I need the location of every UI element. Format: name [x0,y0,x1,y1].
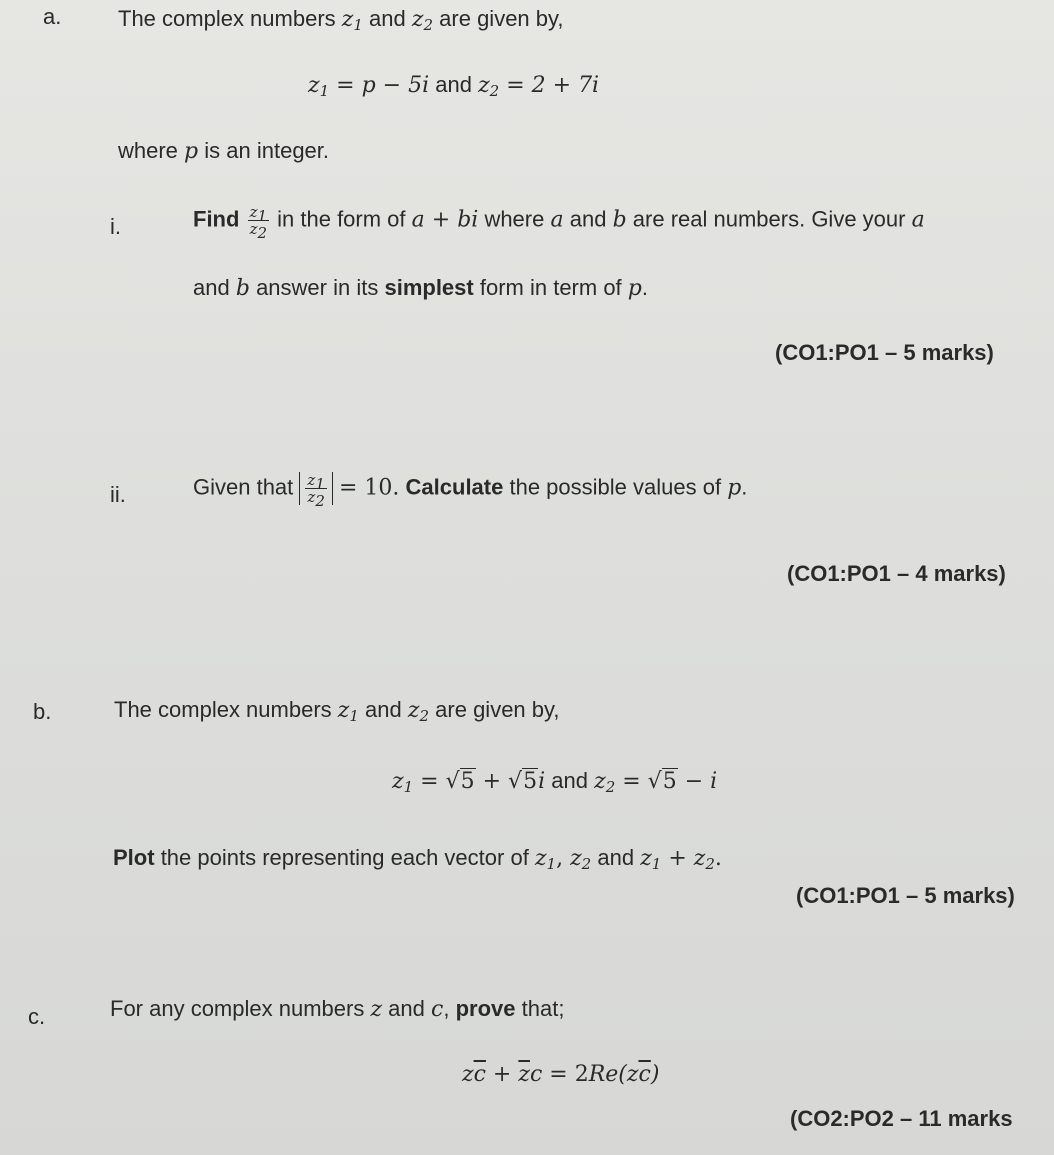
b-marks: (CO1:PO1 – 5 marks) [796,883,1015,908]
a-i-marks: (CO1:PO1 – 5 marks) [775,340,994,365]
b-equation: $z_1 = √5 + √5i$ and $z_2 = √5 - i$ [392,768,718,796]
a-intro: The complex numbers $z_1$ and $z_2$ are given by, [118,6,564,34]
b-intro: The complex numbers $z_1$ and $z_2$ are given by, [114,697,560,725]
c-equation: $z\overline{c} + \overline{z}c = 2Re(z\overline{c})$ [462,1062,660,1087]
c-line: For any complex numbers z and c, prove that; [110,996,565,1022]
a-where: where p is an integer. [118,138,330,164]
a-ii-line: Given that $\frac{z_1}{z_2}$ = 10. Calculate the possible values of p. [193,471,748,510]
b-plot: Plot the points representing each vector of $z_1$, $z_2$ and $z_1 + z_2$. [113,845,722,873]
a-equation: $z_1 = p - 5i$ and $z_2 = 2 + 7i$ [308,72,600,100]
label-c: c. [28,1004,46,1029]
label-a-ii: ii. [110,482,126,507]
label-a-i: i. [110,214,121,239]
label-a: a. [43,4,62,29]
c-marks: (CO2:PO2 – 11 marks [790,1106,1013,1131]
a-i-line2: and b answer in its simplest form in term of p. [193,275,649,301]
a-ii-marks: (CO1:PO1 – 4 marks) [787,561,1006,586]
label-b: b. [33,699,52,724]
a-i-line1: Find $\frac{z_1}{z_2}$ in the form of a + bi where a and b are real numbers. Give your a [193,203,925,242]
